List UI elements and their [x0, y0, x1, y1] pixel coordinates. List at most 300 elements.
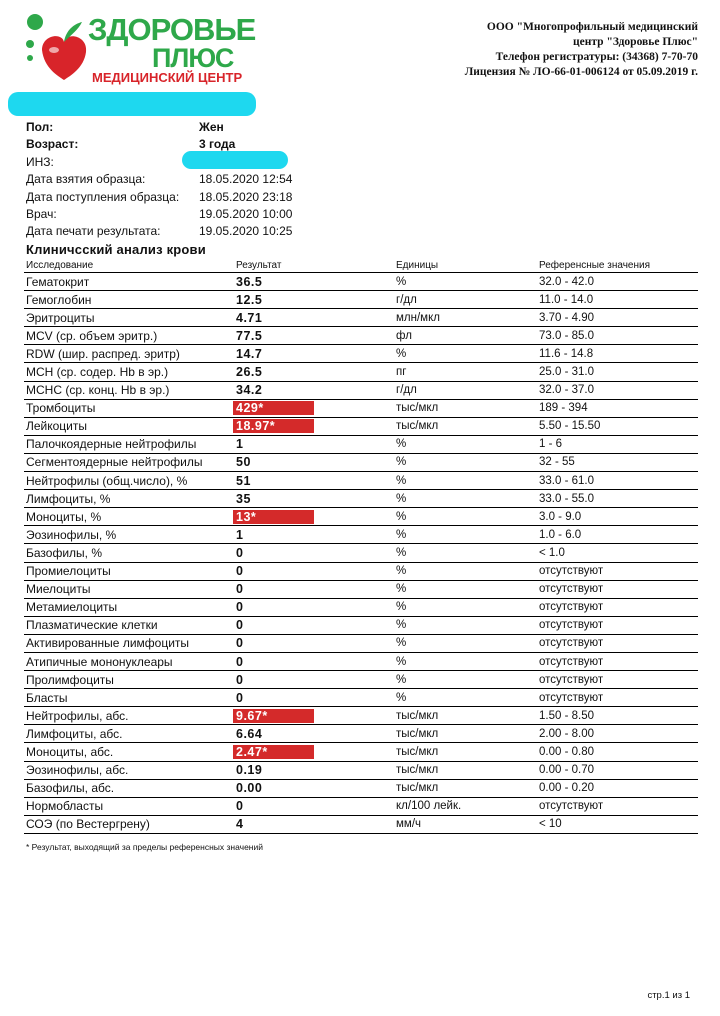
test-name: Гемоглобин [26, 292, 92, 307]
unit-value-cell [394, 743, 537, 761]
unit-value-cell [394, 508, 537, 526]
test-name-cell [24, 544, 234, 562]
result-value: 51 [236, 473, 251, 488]
info-row-sample-taken [26, 170, 386, 187]
table-row [24, 435, 698, 453]
info-row-sample-received [26, 188, 386, 205]
test-name-cell [24, 417, 234, 435]
unit-value: % [396, 691, 407, 704]
result-value: 1 [236, 437, 244, 452]
reference-value: отсутствуют [539, 565, 604, 578]
test-name-cell [24, 652, 234, 670]
table-row [24, 508, 698, 526]
age-label: Возраст: [26, 137, 79, 152]
test-name: Палочкоядерные нейтрофилы [26, 437, 197, 452]
test-name-cell [24, 725, 234, 743]
reference-value: < 10 [539, 818, 562, 831]
test-name: Пролимфоциты [26, 672, 114, 687]
section-title: Клиничсский анализ крови [26, 242, 206, 257]
reference-value-cell [537, 345, 698, 363]
table-row [24, 598, 698, 616]
result-value-cell [234, 381, 394, 399]
table-row [24, 562, 698, 580]
result-value-cell [234, 725, 394, 743]
unit-value: % [396, 546, 407, 559]
unit-value: % [396, 655, 407, 668]
result-value-cell [234, 761, 394, 779]
reference-value: 33.0 - 61.0 [539, 474, 594, 487]
unit-value-cell [394, 399, 537, 417]
test-name: СОЭ (по Вестергрену) [26, 817, 150, 832]
reference-value-cell [537, 743, 698, 761]
result-value-cell [234, 417, 394, 435]
result-value: 0 [236, 545, 244, 560]
test-name-cell [24, 291, 234, 309]
result-value-cell [234, 743, 394, 761]
reference-value-cell [537, 616, 698, 634]
reference-value-cell [537, 707, 698, 725]
doctor-label: Врач: [26, 206, 57, 221]
unit-value: г/дл [396, 293, 417, 306]
unit-value-cell [394, 435, 537, 453]
organization-header [465, 20, 698, 80]
header-result: Результат [234, 258, 394, 273]
test-name-cell [24, 273, 234, 291]
reference-value: 73.0 - 85.0 [539, 329, 594, 342]
flagged-result-value: 13* [233, 510, 314, 524]
result-value-cell [234, 598, 394, 616]
reference-value-cell [537, 779, 698, 797]
table-row [24, 652, 698, 670]
result-value-cell [234, 453, 394, 471]
result-value-cell [234, 345, 394, 363]
test-name: Эозинофилы, % [26, 527, 117, 542]
test-name: RDW (шир. распред. эритр) [26, 346, 180, 361]
reference-value-cell [537, 526, 698, 544]
logo-line-1: ЗДОРОВЬЕ [88, 12, 256, 47]
result-value: 0 [236, 582, 244, 597]
logo-line-2: ПЛЮС [152, 43, 234, 73]
reference-value-cell [537, 273, 698, 291]
unit-value: тыс/мкл [396, 727, 439, 740]
printed-label: Дата печати результата: [26, 224, 161, 239]
test-name: Активированные лимфоциты [26, 636, 190, 651]
unit-value-cell [394, 815, 537, 833]
unit-value: фл [396, 329, 412, 342]
result-value: 0 [236, 636, 244, 651]
unit-value-cell [394, 381, 537, 399]
unit-value: % [396, 456, 407, 469]
result-value-cell [234, 508, 394, 526]
unit-value: % [396, 619, 407, 632]
reference-value-cell [537, 472, 698, 490]
test-name: Метамиелоциты [26, 600, 118, 615]
unit-value: тыс/мкл [396, 420, 439, 433]
unit-value: % [396, 601, 407, 614]
result-value-cell [234, 363, 394, 381]
result-value-cell [234, 544, 394, 562]
test-name: Сегментоядерные нейтрофилы [26, 455, 203, 470]
reference-value: 11.6 - 14.8 [539, 347, 594, 360]
reference-value: 0.00 - 0.20 [539, 782, 594, 795]
reference-value-cell [537, 544, 698, 562]
result-value-cell [234, 327, 394, 345]
reference-value-cell [537, 309, 698, 327]
result-value-cell [234, 616, 394, 634]
result-value-cell [234, 797, 394, 815]
result-value-cell [234, 291, 394, 309]
reference-value-cell [537, 797, 698, 815]
table-row [24, 309, 698, 327]
table-row [24, 707, 698, 725]
sex-label: Пол: [26, 120, 54, 134]
reference-value: 32.0 - 37.0 [539, 384, 594, 397]
result-value: 12.5 [236, 292, 263, 307]
reference-value-cell [537, 327, 698, 345]
unit-value-cell [394, 562, 537, 580]
reference-value-cell [537, 725, 698, 743]
info-row-printed [26, 222, 386, 239]
patient-info [26, 118, 386, 240]
result-value: 50 [236, 455, 251, 470]
table-row [24, 417, 698, 435]
result-value-cell [234, 652, 394, 670]
unit-value-cell [394, 490, 537, 508]
test-name: Миелоциты [26, 582, 91, 597]
reference-value-cell [537, 671, 698, 689]
table-row [24, 743, 698, 761]
reference-value: отсутствуют [539, 601, 604, 614]
test-name-cell [24, 616, 234, 634]
table-row [24, 580, 698, 598]
flagged-result-value: 429* [233, 401, 314, 415]
table-row [24, 381, 698, 399]
reference-value: отсутствуют [539, 655, 604, 668]
unit-value-cell [394, 417, 537, 435]
unit-value-cell [394, 526, 537, 544]
result-value: 35 [236, 491, 251, 506]
reference-value-cell [537, 291, 698, 309]
table-row [24, 634, 698, 652]
unit-value-cell [394, 544, 537, 562]
result-value-cell [234, 707, 394, 725]
reference-value: 2.00 - 8.00 [539, 727, 594, 740]
unit-value-cell [394, 453, 537, 471]
test-name: Нейтрофилы, абс. [26, 708, 129, 723]
reference-value-cell [537, 435, 698, 453]
unit-value: % [396, 583, 407, 596]
reference-value-cell [537, 562, 698, 580]
redacted-patient-name [8, 92, 256, 116]
doctor-value: 19.05.2020 10:00 [199, 206, 293, 221]
result-value: 26.5 [236, 365, 263, 380]
unit-value-cell [394, 472, 537, 490]
table-row [24, 671, 698, 689]
table-row [24, 689, 698, 707]
unit-value: тыс/мкл [396, 745, 439, 758]
reference-value: отсутствуют [539, 583, 604, 596]
header-unit: Единицы [394, 258, 537, 273]
result-value: 0 [236, 672, 244, 687]
unit-value-cell [394, 671, 537, 689]
unit-value: мм/ч [396, 818, 421, 831]
table-row [24, 779, 698, 797]
test-name: Лимфоциты, % [26, 491, 111, 506]
unit-value-cell [394, 689, 537, 707]
unit-value: г/дл [396, 384, 417, 397]
info-row-doctor [26, 205, 386, 222]
sample-taken-value: 18.05.2020 12:54 [199, 172, 293, 187]
flagged-result-value: 9.67* [233, 709, 314, 723]
result-value-cell [234, 273, 394, 291]
test-name: Бласты [26, 690, 68, 705]
result-value: 36.5 [236, 274, 263, 289]
reference-value: отсутствуют [539, 673, 604, 686]
test-name-cell [24, 580, 234, 598]
reference-value: 1.50 - 8.50 [539, 709, 594, 722]
reference-value: < 1.0 [539, 546, 565, 559]
test-name-cell [24, 435, 234, 453]
reference-value: отсутствуют [539, 619, 604, 632]
table-row [24, 327, 698, 345]
reference-value-cell [537, 399, 698, 417]
result-value: 4 [236, 817, 244, 832]
test-name-cell [24, 381, 234, 399]
result-value-cell [234, 671, 394, 689]
sample-received-label: Дата поступления образца: [26, 189, 180, 204]
table-row [24, 453, 698, 471]
reference-value-cell [537, 580, 698, 598]
printed-value: 19.05.2020 10:25 [199, 224, 293, 239]
reference-value: 25.0 - 31.0 [539, 366, 594, 379]
flagged-result-value: 2.47* [233, 745, 314, 759]
result-value: 6.64 [236, 726, 263, 741]
test-name: Промиелоциты [26, 564, 111, 579]
test-name-cell [24, 490, 234, 508]
reference-value: 189 - 394 [539, 402, 588, 415]
logo-line-3: МЕДИЦИНСКИЙ ЦЕНТР [92, 70, 243, 85]
info-row-inz [26, 153, 386, 170]
reference-value: 3.0 - 9.0 [539, 510, 582, 523]
test-name-cell [24, 671, 234, 689]
unit-value: % [396, 347, 407, 360]
test-name: Моноциты, абс. [26, 744, 114, 759]
reference-value: 1.0 - 6.0 [539, 528, 582, 541]
table-body [24, 273, 698, 834]
reference-value-cell [537, 417, 698, 435]
test-name-cell [24, 815, 234, 833]
result-value: 0 [236, 600, 244, 615]
test-name-cell [24, 508, 234, 526]
test-name-cell [24, 526, 234, 544]
reference-value: 0.00 - 0.80 [539, 745, 594, 758]
test-name: Нормобласты [26, 799, 104, 814]
test-name-cell [24, 562, 234, 580]
unit-value: тыс/мкл [396, 402, 439, 415]
unit-value: млн/мкл [396, 311, 440, 324]
reference-value: отсутствуют [539, 800, 604, 813]
test-name: Базофилы, абс. [26, 781, 115, 796]
test-name-cell [24, 797, 234, 815]
unit-value: пг [396, 366, 407, 379]
table-row [24, 526, 698, 544]
test-name-cell [24, 399, 234, 417]
test-name: Эритроциты [26, 310, 95, 325]
result-value-cell [234, 779, 394, 797]
test-name: Лейкоциты [26, 419, 88, 434]
unit-value-cell [394, 797, 537, 815]
result-value: 0 [236, 564, 244, 579]
footnote: * Результат, выходящий за пределы референсных значений [26, 842, 263, 852]
reference-value: 5.50 - 15.50 [539, 420, 601, 433]
test-name: Лимфоциты, абс. [26, 726, 123, 741]
page-number: стр.1 из 1 [647, 990, 690, 1001]
unit-value-cell [394, 652, 537, 670]
test-name: MCH (ср. содер. Hb в эр.) [26, 365, 169, 380]
table-row [24, 797, 698, 815]
test-name: Атипичные мононуклеары [26, 654, 173, 669]
test-name: Гематокрит [26, 274, 90, 289]
reference-value-cell [537, 761, 698, 779]
unit-value: % [396, 438, 407, 451]
reference-value-cell [537, 453, 698, 471]
result-value: 4.71 [236, 310, 263, 325]
flagged-result-value: 18.97* [233, 419, 314, 433]
test-name: Базофилы, % [26, 545, 102, 560]
reference-value: 0.00 - 0.70 [539, 764, 594, 777]
unit-value-cell [394, 363, 537, 381]
test-name-cell [24, 363, 234, 381]
org-name-line-2: центр "Здоровье Плюс" [573, 36, 698, 48]
reference-value-cell [537, 689, 698, 707]
test-name-cell [24, 779, 234, 797]
unit-value-cell [394, 779, 537, 797]
test-name: Моноциты, % [26, 509, 102, 524]
clinic-logo [22, 10, 256, 85]
unit-value-cell [394, 580, 537, 598]
unit-value-cell [394, 309, 537, 327]
test-name-cell [24, 309, 234, 327]
table-row [24, 399, 698, 417]
unit-value-cell [394, 327, 537, 345]
result-value-cell [234, 634, 394, 652]
unit-value-cell [394, 291, 537, 309]
result-value: 14.7 [236, 346, 263, 361]
unit-value: % [396, 510, 407, 523]
reference-value: отсутствуют [539, 691, 604, 704]
table-row [24, 363, 698, 381]
result-value-cell [234, 526, 394, 544]
reference-value: отсутствуют [539, 637, 604, 650]
org-name-line-1: ООО "Многопрофильный медицинский [486, 21, 698, 33]
unit-value-cell [394, 761, 537, 779]
unit-value-cell [394, 616, 537, 634]
table-row [24, 815, 698, 833]
reference-value-cell [537, 490, 698, 508]
test-name-cell [24, 472, 234, 490]
test-name-cell [24, 345, 234, 363]
reference-value-cell [537, 815, 698, 833]
table-header-row [24, 258, 698, 273]
result-value: 0 [236, 799, 244, 814]
test-name: Нейтрофилы (общ.число), % [26, 473, 188, 488]
test-name-cell [24, 707, 234, 725]
test-name-cell [24, 634, 234, 652]
reference-value-cell [537, 598, 698, 616]
result-value: 0.19 [236, 763, 263, 778]
reference-value: 11.0 - 14.0 [539, 293, 594, 306]
test-name-cell [24, 327, 234, 345]
table-row [24, 472, 698, 490]
result-value-cell [234, 472, 394, 490]
test-name-cell [24, 761, 234, 779]
test-name: MCHC (ср. конц. Hb в эр.) [26, 383, 170, 398]
unit-value-cell [394, 725, 537, 743]
test-name-cell [24, 689, 234, 707]
result-value: 1 [236, 527, 244, 542]
unit-value: % [396, 492, 407, 505]
result-value-cell [234, 435, 394, 453]
test-name: Тромбоциты [26, 401, 96, 416]
unit-value: % [396, 528, 407, 541]
inz-label: ИНЗ: [26, 154, 54, 169]
unit-value-cell [394, 707, 537, 725]
unit-value: % [396, 673, 407, 686]
reference-value-cell [537, 634, 698, 652]
table-row [24, 544, 698, 562]
test-name-cell [24, 743, 234, 761]
test-name-cell [24, 598, 234, 616]
result-value-cell [234, 399, 394, 417]
result-value: 0.00 [236, 781, 263, 796]
apple-heart-icon [22, 10, 92, 85]
unit-value-cell [394, 634, 537, 652]
table-row [24, 273, 698, 291]
reference-value: 32.0 - 42.0 [539, 275, 594, 288]
reference-value-cell [537, 363, 698, 381]
result-value-cell [234, 815, 394, 833]
reference-value: 3.70 - 4.90 [539, 311, 594, 324]
test-name: Плазматические клетки [26, 618, 158, 633]
reference-value-cell [537, 652, 698, 670]
result-value-cell [234, 562, 394, 580]
table-row [24, 345, 698, 363]
org-license: Лицензия № ЛО-66-01-006124 от 05.09.2019 г. [464, 66, 698, 78]
unit-value: % [396, 637, 407, 650]
reference-value-cell [537, 381, 698, 399]
header-reference: Референсные значения [537, 258, 698, 273]
result-value: 77.5 [236, 328, 263, 343]
result-value: 0 [236, 690, 244, 705]
test-name-cell [24, 453, 234, 471]
reference-value: 33.0 - 55.0 [539, 492, 594, 505]
result-value-cell [234, 309, 394, 327]
result-value: 0 [236, 618, 244, 633]
info-row-age [26, 135, 386, 152]
unit-value: % [396, 565, 407, 578]
reference-value: 1 - 6 [539, 438, 563, 451]
unit-value: тыс/мкл [396, 782, 439, 795]
age-value: 3 года [199, 137, 236, 152]
reference-value-cell [537, 508, 698, 526]
sex-value: Жен [199, 120, 224, 134]
unit-value-cell [394, 598, 537, 616]
org-phone: Телефон регистратуры: (34368) 7-70-70 [495, 51, 698, 63]
unit-value: тыс/мкл [396, 709, 439, 722]
result-value-cell [234, 689, 394, 707]
header-test: Исследование [24, 258, 234, 273]
unit-value-cell [394, 345, 537, 363]
